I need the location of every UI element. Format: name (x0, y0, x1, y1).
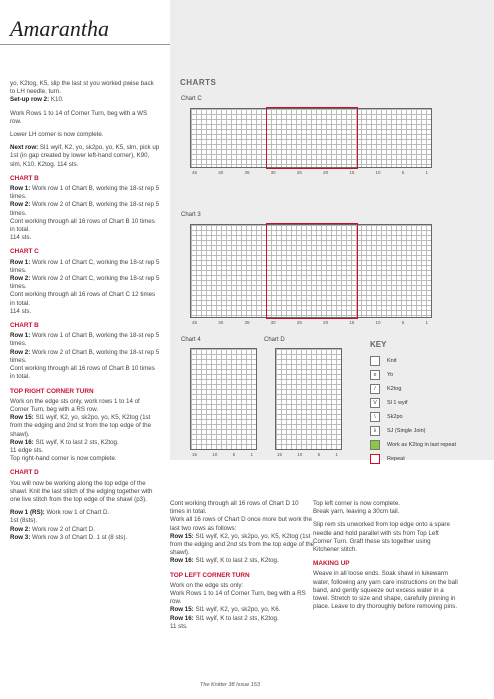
row-label: Row 16: (170, 557, 196, 565)
section-heading: CHART B (10, 174, 39, 182)
row-text: Cont working through all 16 rows of Chart B 10 times in total. (10, 217, 155, 234)
key-item (370, 384, 401, 394)
key-item (370, 398, 407, 408)
axis-tick-label: 40 (218, 320, 224, 325)
axis-tick-label: 35 (244, 170, 250, 175)
key-label: Knit (387, 358, 397, 364)
axis-tick-label: 5 (401, 320, 405, 325)
chart-d-grid (276, 349, 341, 449)
axis-tick-label: 20 (323, 170, 329, 175)
chart-4-grid (191, 349, 256, 449)
pattern-line (313, 508, 458, 516)
row-text: Work Rows 1 to 14 of Corner Turn, beg with a WS row. (10, 109, 148, 125)
pattern-line (10, 308, 160, 316)
pattern-line (10, 218, 160, 234)
section-heading: CHART C (10, 248, 39, 256)
key-label: K2tog (387, 386, 402, 392)
pattern-paragraph (170, 500, 315, 566)
key-symbol-icon: V (370, 398, 380, 408)
key-item (370, 356, 396, 366)
pattern-column-left (10, 80, 160, 547)
pattern-paragraph (10, 110, 160, 126)
section-heading: TOP LEFT CORNER TURN (170, 571, 250, 579)
row-label: Row 1: (10, 185, 33, 193)
pattern-paragraph (10, 509, 160, 542)
pattern-line (313, 570, 458, 611)
row-label: Row 1: (10, 332, 33, 340)
pattern-paragraph (170, 582, 315, 631)
row-text: Work on the edge sts only, work rows 1 to 14 of Corner Turn, beg with a RS row. (10, 397, 140, 413)
row-label: Row 2: (10, 525, 33, 533)
pattern-line (10, 455, 160, 463)
chart-3-label: Chart 3 (181, 212, 201, 218)
row-text: Work row 1 of Chart C, working the 18-st rep 5 times. (10, 258, 160, 274)
pattern-line (10, 275, 160, 291)
pattern-line (10, 332, 160, 348)
row-text: Work row 1 of Chart B, working the 18-st rep 5 times. (10, 332, 160, 348)
pattern-line (10, 80, 160, 96)
pattern-line (170, 582, 315, 590)
row-label: Row 1 (RS): (10, 509, 47, 517)
pattern-paragraph (10, 480, 160, 505)
pattern-line (170, 516, 315, 532)
key-label: Repeat (387, 456, 405, 462)
pattern-line (10, 201, 160, 217)
chart-d-axis (277, 452, 338, 457)
key-symbol-icon: / (370, 384, 380, 394)
axis-tick-label: 1 (335, 452, 338, 457)
pattern-line (170, 615, 315, 623)
axis-tick-label: 15 (277, 452, 283, 457)
row-text: Sl1 wyif, K to last 2 sts, K2tog. (195, 557, 279, 565)
axis-tick-label: 5 (401, 170, 405, 175)
pattern-line (10, 398, 160, 414)
row-text: 114 sts. (10, 234, 32, 242)
row-text: Cont working through all 16 rows of Chart C 12 times in total. (10, 291, 156, 307)
row-text: Work row 1 of Chart B, working the 18-st rep 5 times. (10, 185, 160, 201)
row-text: 114 sts. (10, 307, 32, 315)
pattern-line (170, 590, 315, 606)
row-label: Row 16: (170, 614, 196, 622)
row-text: Sl1 wyif, K2, yo, sk2po, yo, K5, K2tog (1st from the edging and 2nd st from the top edge of the shawl). (10, 414, 152, 438)
section-heading: CHART B (10, 322, 39, 330)
chart-3-repeat-box (266, 223, 358, 319)
section-heading: TOP RIGHT CORNER TURN (10, 387, 94, 395)
axis-tick-label: 1 (425, 170, 428, 175)
pattern-line (10, 447, 160, 455)
axis-tick-label: 20 (323, 320, 329, 325)
row-text: 11 sts. (170, 622, 188, 630)
pattern-paragraph (10, 185, 160, 242)
row-text: Sl1 wyif, K2, yo, sk2po, yo, K5, K2tog (1st from the edging and 2nd sts from the top edge of the shawl). (170, 532, 315, 557)
row-text: Work all 16 rows of Chart D once more but work the last two rows as follows: (170, 516, 312, 532)
row-text: Cont working through all 16 rows of Chart B 10 times in total. (10, 365, 155, 381)
key-symbol-icon (370, 356, 380, 366)
pattern-line (10, 291, 160, 307)
axis-tick-label: 1 (250, 452, 253, 457)
pattern-paragraph (10, 259, 160, 316)
axis-tick-label: 30 (270, 170, 276, 175)
row-text: You will now be working along the top edge of the shawl. Knit the last stitch of the edging together with one live stitch from the top edge of the shawl (p3). (10, 479, 153, 503)
chart-c-repeat-box (266, 107, 358, 169)
row-label: Next row: (10, 144, 40, 152)
pattern-line (313, 500, 458, 508)
pattern-line (10, 365, 160, 381)
row-text: Top right-hand corner is now complete. (10, 455, 117, 463)
chart-c-label: Chart C (181, 96, 202, 102)
row-text: Weave in all loose ends. Soak shawl in lukewarm water, following any yarn care instructions on the ball band, and gently squeeze out excess water in a towel. Stretch to size and shape, carefully pinning in place. Leave to dry thoroughly before removing pins. (313, 570, 458, 611)
row-text: Work row 2 of Chart D. (32, 525, 95, 533)
row-label: Row 1: (10, 258, 33, 266)
axis-tick-label: 25 (296, 170, 302, 175)
pattern-line (10, 96, 160, 104)
title-rule (0, 44, 170, 45)
section-heading: MAKING UP (313, 560, 350, 568)
row-label: Row 15: (170, 606, 196, 614)
row-text: 11 edge sts. (10, 446, 44, 454)
row-text: Sl1 wyif, K to last 2 sts, K2tog. (35, 438, 119, 446)
key-item (370, 440, 456, 450)
axis-tick-label: 15 (192, 452, 198, 457)
pattern-paragraph (10, 398, 160, 464)
row-label: Row 15: (10, 414, 36, 422)
section-heading: CHART D (10, 469, 39, 477)
chart-d (275, 348, 342, 450)
pattern-paragraph (10, 80, 160, 105)
axis-tick-label: 10 (375, 170, 381, 175)
key-symbol-icon (370, 440, 380, 450)
row-text: Lower LH corner is now complete. (10, 131, 104, 139)
row-label: Row 2: (10, 275, 33, 283)
key-item (370, 412, 403, 422)
key-label: Sl 1 wyif (387, 400, 408, 406)
chart-4-axis (192, 452, 253, 457)
pattern-line (170, 623, 315, 631)
pattern-line (10, 509, 160, 517)
pattern-column-right (313, 500, 458, 616)
row-text: Work row 2 of Chart B, working the 18-st rep 5 times. (10, 348, 160, 364)
key-symbol-icon: \ (370, 412, 380, 422)
axis-tick-label: 30 (270, 320, 276, 325)
axis-tick-label: 35 (244, 320, 250, 325)
pattern-line (10, 131, 160, 139)
axis-tick-label: 25 (296, 320, 302, 325)
pattern-paragraph (313, 500, 458, 516)
pattern-line (10, 526, 160, 534)
row-text: Break yarn, leaving a 30cm tail. (313, 508, 400, 516)
pattern-paragraph (313, 521, 458, 554)
row-text: Work row 3 of Chart D. 1 st (8 sts). (32, 533, 128, 541)
row-text: K10. (50, 96, 64, 104)
axis-tick-label: 45 (192, 170, 198, 175)
key-label: Work as K2tog in last repeat (387, 442, 456, 448)
key-item (370, 370, 393, 380)
pattern-line (10, 414, 160, 439)
row-label: Row 3: (10, 533, 33, 541)
pattern-line (10, 439, 160, 447)
axis-tick-label: 15 (349, 170, 355, 175)
chart-3 (190, 224, 432, 318)
row-label: Set-up row 2: (10, 96, 51, 104)
pattern-column-middle (170, 500, 315, 636)
key-label: SJ (Single Join) (387, 428, 426, 434)
pattern-paragraph (10, 332, 160, 381)
row-text: 1st (8sts). (10, 517, 38, 525)
charts-heading: CHARTS (180, 78, 217, 87)
chart-4-label: Chart 4 (181, 337, 201, 343)
page-title: Amarantha (10, 16, 109, 41)
page-footer: The Knitter 38 Issue 153 (200, 682, 260, 688)
row-text: Slip rem sts unworked from top edge onto a spare needle and hold parallel with sts from Top Left Corner Turn. Graft these sts together using Kitchener stitch. (313, 521, 450, 554)
key-symbol-icon (370, 454, 380, 464)
key-symbol-icon: o (370, 370, 380, 380)
row-label: Row 15: (170, 532, 196, 540)
key-symbol-icon: λ (370, 426, 380, 436)
pattern-line (170, 533, 315, 558)
key-item (370, 454, 405, 464)
row-text: Sl1 wyif, K to last 2 sts, K2tog. (195, 614, 279, 622)
pattern-line (170, 606, 315, 614)
pattern-line (10, 480, 160, 505)
axis-tick-label: 10 (375, 320, 381, 325)
row-text: Work row 1 of Chart D. (46, 509, 110, 517)
pattern-line (170, 500, 315, 516)
axis-tick-label: 10 (212, 452, 218, 457)
pattern-line (10, 349, 160, 365)
key-label: Yo (387, 372, 394, 378)
pattern-line (10, 110, 160, 126)
axis-tick-label: 5 (232, 452, 236, 457)
chart-d-label: Chart D (264, 337, 285, 343)
pattern-line (10, 234, 160, 242)
pattern-line (10, 144, 160, 169)
row-label: Row 2: (10, 201, 33, 209)
row-text: Work row 2 of Chart B, working the 18-st rep 5 times. (10, 201, 160, 217)
row-text: Work Rows 1 to 14 of Corner Turn, beg with a RS row. (170, 590, 306, 606)
pattern-paragraph (10, 144, 160, 169)
key-heading: KEY (370, 340, 387, 349)
pattern-line (313, 521, 458, 554)
pattern-paragraph (10, 131, 160, 139)
chart-3-axis (192, 320, 428, 325)
axis-tick-label: 1 (425, 320, 428, 325)
pattern-line (10, 259, 160, 275)
pattern-line (10, 534, 160, 542)
key-item (370, 426, 426, 436)
key-label: Sk2po (387, 414, 403, 420)
pattern-paragraph (313, 570, 458, 611)
axis-tick-label: 5 (317, 452, 321, 457)
chart-4 (190, 348, 257, 450)
row-text: Top left corner is now complete. (313, 500, 401, 507)
row-label: Row 2: (10, 348, 33, 356)
pattern-line (10, 517, 160, 525)
axis-tick-label: 15 (349, 320, 355, 325)
chart-c-axis (192, 170, 428, 175)
axis-tick-label: 40 (218, 170, 224, 175)
row-text: yo, K2tog, K5, slip the last st you worked pwise back to LH needle, turn. (10, 80, 154, 96)
chart-c (190, 108, 432, 168)
row-label: Row 16: (10, 438, 36, 446)
row-text: Work on the edge sts only: (170, 581, 244, 589)
axis-tick-label: 10 (297, 452, 303, 457)
row-text: Sl1 wyif, K2, yo, sk2po, yo, K6. (195, 606, 281, 614)
row-text: Work row 2 of Chart C, working the 18-st rep 5 times. (10, 275, 160, 291)
pattern-line (170, 557, 315, 565)
pattern-line (10, 185, 160, 201)
row-text: Sl1 wyif, K2, yo, sk2po, yo, K5, slm, pick up 1st (in gap created by lower left-hand corner), K90, slm, K10, K2tog. 114 sts. (10, 144, 160, 168)
row-text: Cont working through all 16 rows of Chart D 10 times in total. (170, 500, 299, 516)
axis-tick-label: 45 (192, 320, 198, 325)
